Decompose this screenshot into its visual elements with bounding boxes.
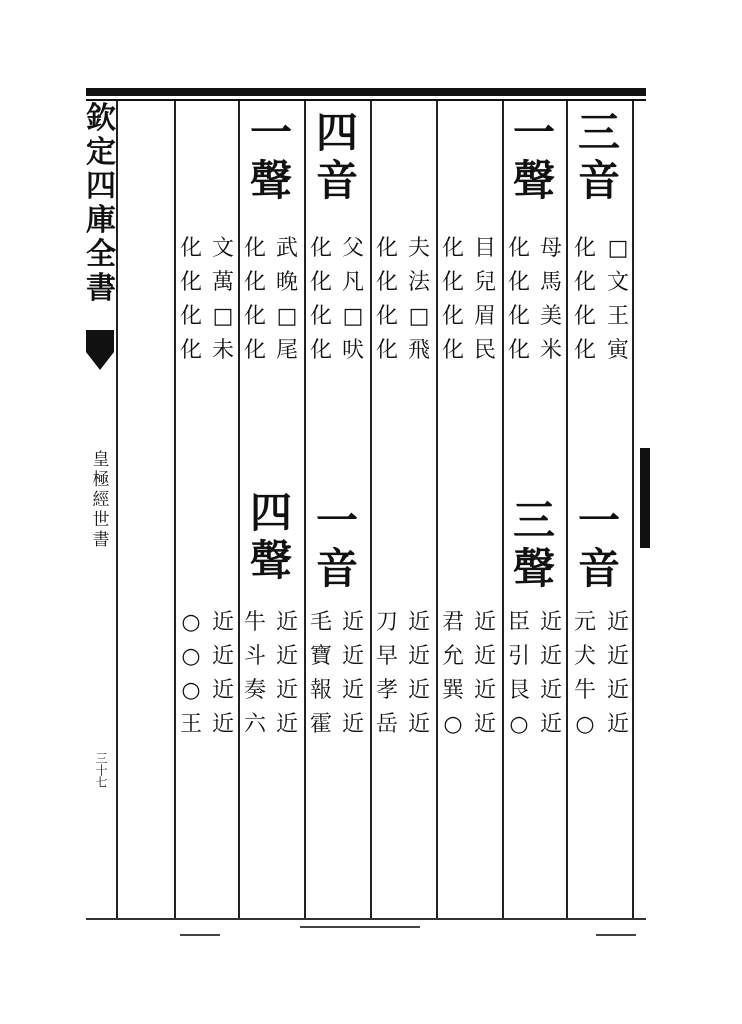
text-char: 未	[211, 338, 234, 363]
text-char: 近	[473, 678, 496, 703]
text-char: 犬	[573, 644, 596, 669]
text-char: 父	[341, 236, 364, 261]
text-char: 臣	[507, 610, 530, 635]
column-6-bottom-row-a	[272, 612, 302, 748]
column-1-top-row-b	[570, 238, 600, 374]
column-2-top-row-a	[536, 238, 566, 374]
text-char: 近	[539, 678, 562, 703]
text-char: ○	[181, 644, 201, 669]
text-char: 萬	[211, 270, 234, 295]
edge-mark	[596, 934, 636, 936]
margin-page-number	[86, 752, 116, 788]
text-char: 牛	[243, 610, 266, 635]
text-char: 奏	[243, 678, 266, 703]
text-char: 飛	[407, 338, 430, 363]
text-char: 化	[243, 338, 266, 363]
column-2-top-row-b	[504, 238, 534, 374]
margin-title-char: 全	[86, 237, 116, 272]
column-1-bottom-row-b	[570, 612, 600, 748]
column-1-mid-heading	[566, 496, 632, 596]
heading-char: 音	[315, 544, 358, 593]
text-char: □	[212, 304, 234, 329]
column-2-bottom-row-b	[504, 612, 534, 748]
column-5-bottom-row-a	[338, 612, 368, 748]
text-char: 化	[573, 270, 596, 295]
text-char: ○	[181, 610, 201, 635]
text-char: 近	[473, 712, 496, 737]
text-char: 巽	[441, 678, 464, 703]
text-char: 化	[375, 270, 398, 295]
text-char: 刀	[375, 610, 398, 635]
text-char: 晚	[275, 270, 298, 295]
column-5-top-row-a	[338, 238, 368, 374]
heading-char: 音	[577, 544, 620, 593]
text-char: 霍	[309, 712, 332, 737]
heading-char: 聲	[249, 156, 292, 205]
text-char: 化	[507, 304, 530, 329]
margin-title-char: 定	[86, 135, 116, 170]
column-3-bottom-row-b	[438, 612, 468, 748]
column-4-bottom-row-a	[404, 612, 434, 748]
column-rule	[370, 101, 372, 918]
text-char: 報	[309, 678, 332, 703]
text-char: 米	[539, 338, 562, 363]
text-char: 母	[539, 236, 562, 261]
text-char: 法	[407, 270, 430, 295]
text-char: 寅	[606, 338, 629, 363]
text-char: 馬	[539, 270, 562, 295]
margin-book-char: 經	[92, 490, 110, 510]
column-2-top-heading	[502, 108, 566, 208]
column-3-top-row-b	[438, 238, 468, 374]
text-char: 近	[606, 678, 629, 703]
text-char: 近	[341, 644, 364, 669]
column-2-bottom-row-a	[536, 612, 566, 748]
column-6-mid-heading	[238, 488, 304, 588]
text-char: 岳	[375, 712, 398, 737]
text-char: 化	[573, 338, 596, 363]
column-3-bottom-row-a	[470, 612, 500, 748]
text-char: 夫	[407, 236, 430, 261]
text-char: ○	[181, 678, 201, 703]
column-4-top-row-a	[404, 238, 434, 374]
margin-title-char: 庫	[86, 203, 116, 238]
text-char: 近	[606, 610, 629, 635]
text-char: 化	[179, 338, 202, 363]
text-char: 近	[211, 678, 234, 703]
text-char: 寶	[309, 644, 332, 669]
text-char: 化	[243, 270, 266, 295]
text-char: 近	[211, 644, 234, 669]
text-char: □	[408, 304, 430, 329]
text-char: 艮	[507, 678, 530, 703]
margin-book-char: 世	[92, 510, 110, 530]
column-6-bottom-row-b	[240, 612, 270, 748]
column-rule	[436, 101, 438, 918]
heading-char: 一	[315, 496, 358, 545]
text-char: ○	[443, 712, 463, 737]
text-char: 近	[275, 644, 298, 669]
text-char: 化	[375, 236, 398, 261]
edge-mark	[300, 926, 420, 928]
text-char: 近	[407, 644, 430, 669]
column-rule	[174, 101, 176, 918]
column-5-top-row-b	[306, 238, 336, 374]
text-char: 兒	[473, 270, 496, 295]
column-7-bottom-row-a	[208, 612, 238, 748]
text-char: □	[276, 304, 298, 329]
text-char: 美	[539, 304, 562, 329]
text-char: 近	[407, 712, 430, 737]
page-number: 三十七	[94, 752, 108, 788]
margin-title-char: 書	[86, 271, 116, 306]
text-char: 化	[573, 236, 596, 261]
text-char: 化	[441, 236, 464, 261]
text-char: 文	[606, 270, 629, 295]
text-char: 文	[211, 236, 234, 261]
heading-char: 聲	[512, 544, 555, 593]
text-char: 眉	[473, 304, 496, 329]
text-char: 近	[539, 712, 562, 737]
text-char: 近	[341, 678, 364, 703]
column-6-top-row-b	[240, 238, 270, 374]
text-char: 近	[211, 712, 234, 737]
frame-bottom-border	[86, 918, 646, 920]
text-char: 王	[606, 304, 629, 329]
text-char: 化	[507, 236, 530, 261]
column-7-bottom-row-b	[176, 612, 206, 748]
text-char: 允	[441, 644, 464, 669]
heading-char: 音	[315, 156, 358, 205]
heading-char: 聲	[512, 156, 555, 205]
text-char: 化	[309, 338, 332, 363]
heading-char: 聲	[249, 536, 292, 585]
heading-char: 三	[577, 108, 620, 157]
text-char: 民	[473, 338, 496, 363]
text-char: 近	[341, 712, 364, 737]
frame-top-inner-border	[86, 99, 646, 101]
text-char: 近	[606, 644, 629, 669]
text-char: 化	[573, 304, 596, 329]
text-char: 早	[375, 644, 398, 669]
text-char: 近	[407, 678, 430, 703]
text-char: 化	[179, 304, 202, 329]
margin-collection-title	[86, 101, 116, 308]
text-char: 目	[473, 236, 496, 261]
text-char: □	[607, 236, 629, 261]
heading-char: 一	[249, 108, 292, 157]
text-char: 化	[243, 304, 266, 329]
text-char: 尾	[275, 338, 298, 363]
text-char: 近	[275, 712, 298, 737]
text-char: ○	[575, 712, 595, 737]
column-3-top-row-a	[470, 238, 500, 374]
margin-book-char: 皇	[92, 450, 110, 470]
text-char: 引	[507, 644, 530, 669]
column-rule	[116, 101, 118, 918]
text-char: 君	[441, 610, 464, 635]
margin-title-char: 欽	[86, 101, 116, 136]
text-char: 近	[473, 644, 496, 669]
column-7-top-row-b	[176, 238, 206, 374]
text-char: 近	[539, 644, 562, 669]
text-char: 化	[309, 304, 332, 329]
text-char: 近	[275, 678, 298, 703]
margin-book-char: 書	[92, 530, 110, 550]
text-char: 近	[539, 610, 562, 635]
column-4-bottom-row-b	[372, 612, 402, 748]
text-char: □	[342, 304, 364, 329]
text-char: 六	[243, 712, 266, 737]
text-char: 孝	[375, 678, 398, 703]
text-char: 武	[275, 236, 298, 261]
column-1-bottom-row-a	[603, 612, 633, 748]
text-char: 化	[375, 304, 398, 329]
margin-title-char: 四	[86, 169, 116, 204]
column-5-mid-heading	[304, 496, 370, 596]
heading-char: 一	[512, 108, 555, 157]
text-char: 吠	[341, 338, 364, 363]
text-char: ○	[509, 712, 529, 737]
text-char: 牛	[573, 678, 596, 703]
text-char: 化	[507, 270, 530, 295]
text-char: 化	[243, 236, 266, 261]
column-5-bottom-row-b	[306, 612, 336, 748]
column-4-top-row-b	[372, 238, 402, 374]
column-rule	[632, 101, 634, 918]
column-5-top-heading	[304, 108, 370, 208]
fish-tail-mark	[86, 330, 114, 370]
page-edge-tab	[640, 448, 650, 548]
text-char: 斗	[243, 644, 266, 669]
text-char: 化	[179, 236, 202, 261]
column-7-top-row-a	[208, 238, 238, 374]
text-char: 化	[309, 270, 332, 295]
column-1-top-heading	[566, 108, 632, 208]
margin-book-title	[86, 452, 116, 552]
text-char: 化	[375, 338, 398, 363]
heading-char: 四	[315, 108, 358, 157]
column-1-top-row-a	[603, 238, 633, 374]
text-char: 近	[606, 712, 629, 737]
text-char: 近	[341, 610, 364, 635]
text-char: 近	[211, 610, 234, 635]
text-char: 凡	[341, 270, 364, 295]
text-char: 化	[179, 270, 202, 295]
text-char: 近	[407, 610, 430, 635]
edge-mark	[180, 934, 220, 936]
text-char: 王	[179, 712, 202, 737]
heading-char: 一	[577, 496, 620, 545]
heading-char: 四	[249, 488, 292, 537]
frame-top-border	[86, 88, 646, 96]
column-2-mid-heading	[502, 496, 566, 596]
text-char: 元	[573, 610, 596, 635]
text-char: 化	[441, 270, 464, 295]
text-char: 毛	[309, 610, 332, 635]
text-char: 近	[473, 610, 496, 635]
text-char: 化	[507, 338, 530, 363]
column-6-top-heading	[238, 108, 304, 208]
column-6-top-row-a	[272, 238, 302, 374]
text-char: 近	[275, 610, 298, 635]
text-char: 化	[441, 338, 464, 363]
text-char: 化	[441, 304, 464, 329]
text-char: 化	[309, 236, 332, 261]
margin-book-char: 極	[92, 470, 110, 490]
heading-char: 音	[577, 156, 620, 205]
heading-char: 三	[512, 496, 555, 545]
